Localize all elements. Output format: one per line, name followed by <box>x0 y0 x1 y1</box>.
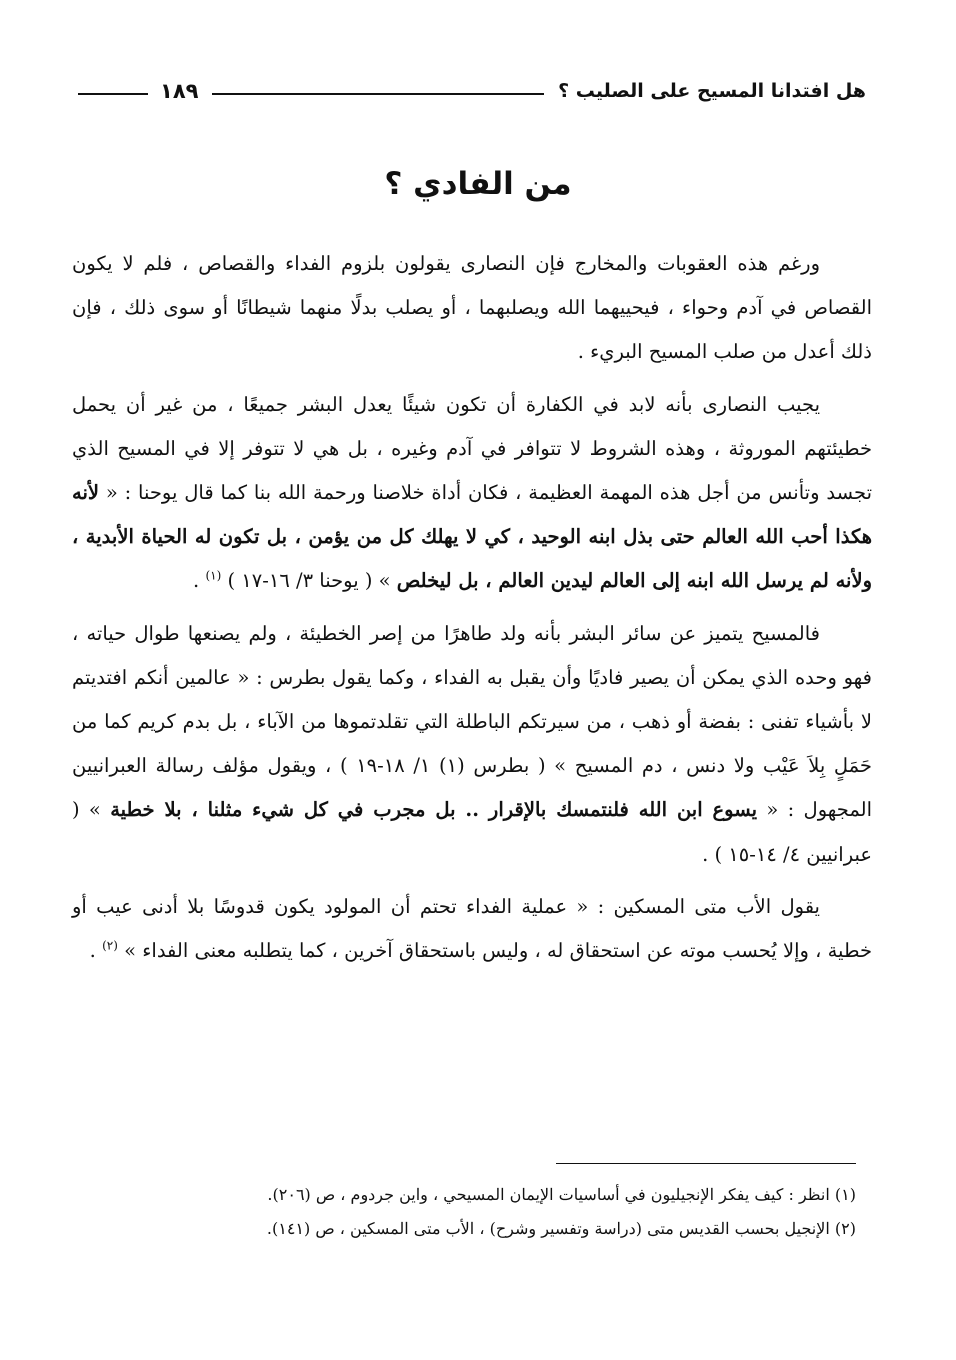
footnotes <box>80 1178 856 1246</box>
hebrews-reference: » ( عبرانيين ٤/ ١٤-١٥ ) . <box>72 798 872 866</box>
paragraph-3-text: فالمسيح يتميز عن سائر البشر بأنه ولد طاهرًا من إصر الخطيئة ، ولم يصنعها طوال حياته ، فهو وحده الذي يمكن أن يصير فاديًا وأن يقبل به الفداء ، وكما يقول بطرس : « عالمين أنكم افتديتم لا بأشياء تفنى : بفضة أو ذهب ، من سيرتكم الباطلة التي تقلدتموها من الآباء ، بل بدم كريم كما من حَمَلٍ بِلاَ عَيْب ولا دنس ، دم المسيح » ( بطرس (١) ١/ ١٨-١٩ ) ، ويقول مؤلف رسالة العبرانيين المجهول : « <box>72 621 872 822</box>
running-header-title: هل افتدانا المسيح على الصليب ؟ <box>558 80 866 102</box>
john-reference: » ( يوحنا ٣/ ١٦-١٧ ) <box>227 569 391 593</box>
paragraph-2-text: يجيب النصارى بأنه لابد في الكفارة أن تكون شيئًا يعدل البشر جميعًا ، من غير أن يحمل خطيئتهم الموروثة ، وهذه الشروط لا تتوافر في آدم وغيره ، بل هي لا تتوفر إلا في المسيح الذي تجسد وتأنس من أجل هذه المهمة العظيمة ، فكان أداة خلاصنا ورحمة الله بنا كما قال يوحنا : « <box>72 392 872 505</box>
paragraph-4 <box>72 885 872 973</box>
section-title: من الفادي ؟ <box>384 166 572 202</box>
paragraph-1 <box>72 242 872 375</box>
footnote-marker-1: (١) <box>205 568 222 583</box>
header-rule <box>212 93 544 95</box>
footnote-1: (١) انظر : كيف يفكر الإنجيليون في أساسيات الإيمان المسيحي ، واين جردوم ، ص (٢٠٦). <box>267 1185 856 1204</box>
paragraph-1-text: ورغم هذه العقوبات والمخارج فإن النصارى يقولون بلزوم الفداء والقصاص ، فلم لا يكون القصاص في آدم وحواء ، فيحييهما الله ويصلبهما ، أو يصلب بدلًا منهما شيطانًا أو سوى ذلك ، فإن ذلك أعدل من صلب المسيح البريء . <box>72 252 872 364</box>
paragraph-2 <box>72 383 872 604</box>
footnote-2: (٢) الإنجيل بحسب القديس متى (دراسة وتفسير وشرح) ، الأب متى المسكين ، ص (١٤١). <box>266 1219 856 1238</box>
paragraph-4-end: . <box>89 939 96 963</box>
footnote-marker-2: (٢) <box>102 938 118 953</box>
john-quote: لأنه هكذا أحب الله العالم حتى بذل ابنه الوحيد ، كي لا يهلك كل من يؤمن ، بل تكون له الحياة الأبدية ، ولأنه لم يرسل الله ابنه إلى العالم ليدين العالم ، بل ليخلص <box>72 481 872 593</box>
paragraph-3 <box>72 612 872 877</box>
page-number: ١٨٩ <box>160 79 199 103</box>
paragraph-4-text: يقول الأب متى المسكين : « عملية الفداء تحتم أن المولود يكون قدوسًا بلا أدنى عيب أو خطية ، وإلا يُحسب موته عن استحقاق له ، وليس باستحقاق آخرين ، كما يتطلبه معنى الفداء » <box>72 894 872 963</box>
paragraph-2-end: . <box>193 569 200 593</box>
body-text <box>72 242 872 973</box>
hebrews-quote: يسوع ابن الله فلنتمسك بالإقرار .. بل مجرب في كل شيء مثلنا ، بلا خطية <box>110 798 758 822</box>
running-header <box>78 74 866 108</box>
header-rule-short <box>78 93 148 95</box>
footnote-separator <box>556 1163 856 1164</box>
